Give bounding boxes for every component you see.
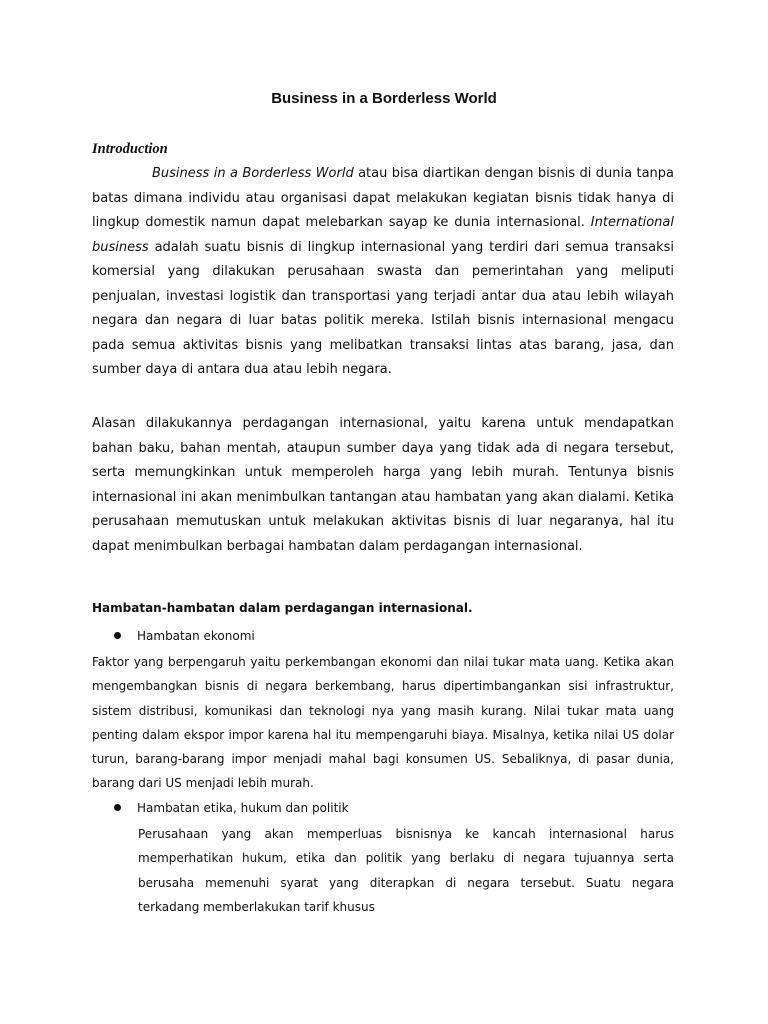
ethics-barrier-text: Perusahaan yang akan memperluas bisnisnya ke kancah internasional harus memperhatikan hukum, etika dan politik yang berlaku di negara tujuannya serta berusaha memenuhi syarat yang diterapkan di negara tersebut. Suatu negara terkadang memberlakukan tarif khusus <box>138 827 674 914</box>
intro-heading: Introduction <box>92 141 168 157</box>
bullet-ethics-law-politics-barrier <box>114 801 349 815</box>
document-title: Business in a Borderless World <box>271 90 497 107</box>
bullet-economic-barrier <box>114 629 255 643</box>
intro-text-1: atau bisa diartikan dengan bisnis di dunia tanpa batas dimana individu atau organisasi dapat melakukan kegiatan bisnis tidak hanya di lingkup domestik namun dapat melebarkan sayap ke dunia internasional. <box>92 166 674 230</box>
bullet-icon <box>114 632 121 639</box>
bullet-label: Hambatan ekonomi <box>137 629 255 643</box>
intro-em-title: Business in a Borderless World <box>152 166 354 181</box>
section-heading-barriers: Hambatan-hambatan dalam perdagangan internasional. <box>92 601 473 615</box>
bullet-label: Hambatan etika, hukum dan politik <box>137 801 349 815</box>
intro-em-international-business: International business <box>92 215 674 255</box>
intro-paragraph <box>92 162 674 383</box>
reasons-paragraph: Alasan dilakukannya perdagangan internasional, yaitu karena untuk mendapatkan bahan baku, bahan mentah, ataupun sumber daya yang tidak ada di negara tersebut, serta memungkinkan untuk memperoleh harga yang lebih murah. Tentunya bisnis internasional ini akan menimbulkan tantangan atau hambatan yang akan dialami. Ketika perusahaan memutuskan untuk melakukan aktivitas bisnis di luar negaranya, hal itu dapat menimbulkan berbagai hambatan dalam perdagangan internasional. <box>92 416 674 554</box>
bullet-icon <box>114 804 121 811</box>
economic-barrier-text: Faktor yang berpengaruh yaitu perkembangan ekonomi dan nilai tukar mata uang. Ketika akan mengembangkan bisnis di negara berkembang, harus dipertimbangankan sisi infrastruktur, sistem distribusi, komunikasi dan teknologi nya yang masih kurang. Nilai tukar mata uang penting dalam ekspor impor karena hal itu mempengaruhi biaya. Misalnya, ketika nilai US dolar turun, barang-barang impor menjadi mahal bagi konsumen US. Sebaliknya, di pasar dunia, barang dari US menjadi lebih murah. <box>92 655 674 791</box>
intro-text-2: adalah suatu bisnis di lingkup internasional yang terdiri dari semua transaksi komersial yang dilakukan perusahaan swasta dan pemerintahan yang meliputi penjualan, investasi logistik dan transportasi yang terjadi antar dua atau lebih wilayah negara dan negara di luar batas politik mereka. Istilah bisnis internasional mengacu pada semua aktivitas bisnis yang melibatkan transaksi lintas atas barang, jasa, dan sumber daya di antara dua atau lebih negara. <box>92 239 674 377</box>
